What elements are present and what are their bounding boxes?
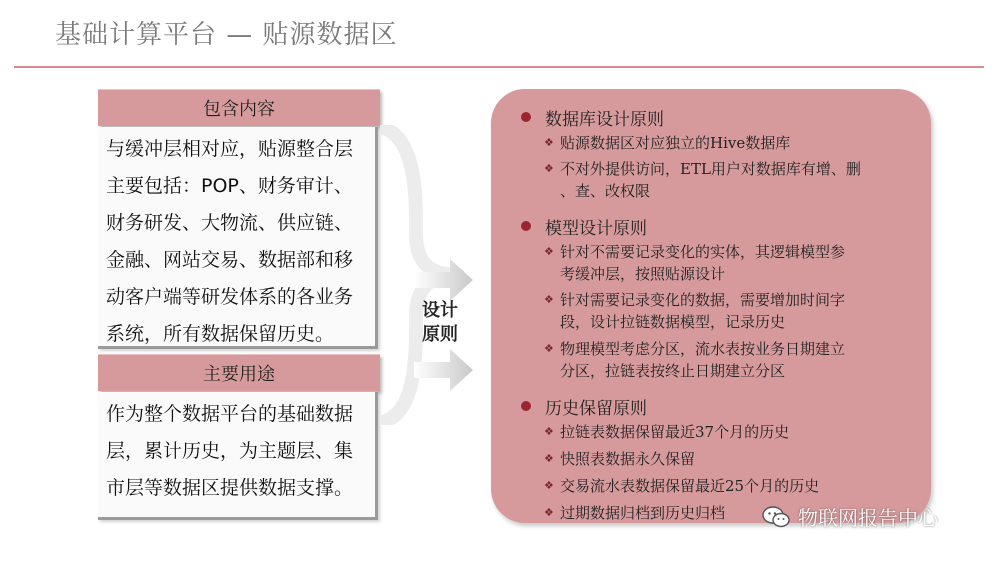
principle-title: 数据库设计原则 (545, 110, 664, 130)
item-line: 交易流水表数据保留最近25个月的历史 (560, 477, 820, 495)
page-title: 基础计算平台 — 贴源数据区 (55, 20, 398, 50)
title-divider (14, 66, 984, 68)
diamond-bullet-icon: ❖ (544, 506, 554, 519)
section-title-contents: 包含内容 (203, 99, 275, 120)
brace-upper-curve (380, 127, 458, 275)
contents-line: 与缓冲层相对应，贴源整合层 (106, 138, 354, 160)
section-body-usage (98, 392, 378, 520)
principle-item (544, 132, 914, 154)
diamond-bullet-icon: ❖ (544, 479, 554, 492)
item-line: 物理模型考虑分区，流水表按业务日期建立 (560, 340, 846, 358)
item-line: 针对不需要记录变化的实体，其逻辑模型参 (560, 243, 846, 261)
watermark (762, 502, 938, 531)
principle-item (544, 241, 914, 285)
item-line: 针对需要记录变化的数据，需要增加时间字 (560, 291, 846, 309)
section-header-usage (98, 354, 380, 391)
item-line: 考缓冲层，按照贴源设计 (560, 265, 726, 283)
item-line: 快照表数据永久保留 (560, 450, 696, 468)
diamond-bullet-icon: ❖ (544, 293, 554, 306)
principle-item (544, 289, 914, 333)
item-line: 分区，拉链表按终止日期建立分区 (560, 362, 786, 380)
diamond-bullet-icon: ❖ (544, 136, 554, 149)
bullet-dot-icon (521, 401, 531, 411)
principle-title: 历史保留原则 (545, 399, 647, 419)
diamond-bullet-icon: ❖ (544, 162, 554, 175)
principle-title: 模型设计原则 (545, 219, 647, 239)
item-line: 不对外提供访问，ETL用户对数据库有增、删 (560, 160, 861, 178)
diamond-bullet-icon: ❖ (544, 245, 554, 258)
usage-line: 市层等数据区提供数据支撑。 (106, 477, 354, 499)
contents-line: 动客户端等研发体系的各业务 (106, 286, 354, 308)
diamond-bullet-icon: ❖ (544, 425, 554, 438)
contents-line: 系统，所有数据保留历史。 (106, 323, 335, 345)
wechat-icon (762, 505, 790, 529)
center-label-line: 原则 (422, 324, 458, 345)
diamond-bullet-icon: ❖ (544, 342, 554, 355)
contents-line: 主要包括：POP、财务审计、 (106, 175, 353, 197)
section-header-contents (98, 89, 380, 126)
principle-item (544, 448, 914, 470)
principle-item (544, 158, 914, 202)
section-title-usage: 主要用途 (203, 364, 275, 385)
contents-line: 金融、网站交易、数据部和移 (106, 249, 354, 271)
bullet-dot-icon (521, 112, 531, 122)
bullet-dot-icon (521, 221, 531, 231)
usage-line: 作为整个数据平台的基础数据 (106, 403, 354, 425)
item-line: 段，设计拉链数据模型，记录历史 (560, 313, 786, 331)
diamond-bullet-icon: ❖ (544, 452, 554, 465)
connector-brace (380, 125, 480, 425)
item-line: 拉链表数据保留最近37个月的历史 (560, 423, 790, 441)
brace-lower-curve (380, 275, 458, 423)
principle-item (544, 475, 914, 497)
usage-line: 层，累计历史，为主题层、集 (106, 440, 354, 462)
item-line: 、查、改权限 (560, 182, 651, 200)
arrow-lower-icon (414, 349, 473, 391)
design-principles-label (418, 299, 462, 347)
section-body-contents (98, 127, 378, 349)
principle-item (544, 421, 914, 443)
item-line: 贴源数据区对应独立的Hive数据库 (560, 134, 791, 152)
item-line: 过期数据归档到历史归档 (560, 504, 726, 522)
watermark-text: 物联网报告中心 (798, 506, 938, 530)
principles-panel (491, 89, 931, 523)
center-label-line: 设计 (422, 300, 458, 321)
principle-item (544, 338, 914, 382)
contents-line: 财务研发、大物流、供应链、 (106, 212, 354, 234)
